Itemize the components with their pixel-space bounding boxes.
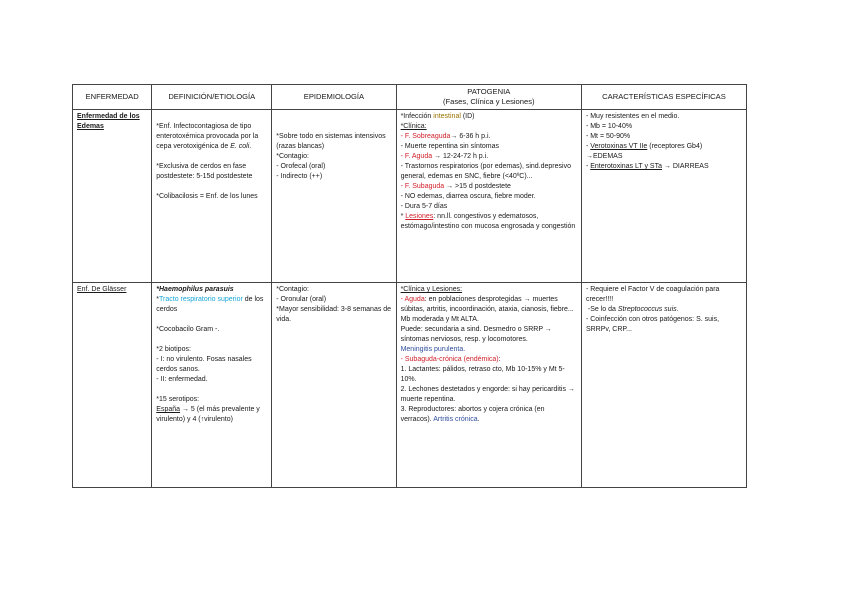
pat-line: - F. Subaguda → >15 d postdestete <box>400 183 511 190</box>
car-line: -Se lo da Streptococcus suis. <box>587 306 679 313</box>
header-definicion: DEFINICIÓN/ETIOLOGÍA <box>152 85 272 110</box>
disease-cell <box>73 110 152 283</box>
car-line: - Requiere el Factor V de coagulación para crecer!!!! <box>585 286 720 303</box>
pat-line: 3. Reproductores: abortos y cojera crónica (en verracos). Artritis crónica. <box>400 406 545 423</box>
epi-line: *Sobre todo en sistemas intensivos <box>276 133 386 140</box>
car-line: - Enterotoxinas LT y STa → DIARREAS <box>585 163 709 170</box>
definition-line: *2 biotipos: <box>156 346 191 353</box>
definition-line: España → 5 (el más prevalente y virulento) y 4 (↑virulento) <box>156 406 260 423</box>
header-enfermedad: ENFERMEDAD <box>73 85 152 110</box>
disease-table <box>72 84 747 488</box>
definition-line: *15 serotipos: <box>156 396 200 403</box>
car-line: - Mb = 10-40% <box>585 123 633 130</box>
car-line: - Mt = 50-90% <box>585 133 631 140</box>
car-line: →EDEMAS <box>585 153 623 160</box>
pat-line: 1. Lactantes: pálidos, retraso cto, Mb 10-15% y Mt 5-10%. <box>400 366 565 383</box>
header-patogenia <box>396 85 581 110</box>
definition-line: - I: no virulento. Fosas nasales cerdos sanos. <box>156 356 252 373</box>
characteristics-cell <box>581 110 746 283</box>
definition-cell <box>152 283 272 488</box>
table-row <box>73 110 747 283</box>
table-row <box>73 283 747 488</box>
definition-line: - II: enfermedad. <box>156 376 208 383</box>
header-caracteristicas: CARACTERÍSTICAS ESPECÍFICAS <box>581 85 746 110</box>
pat-line: Puede: secundaria a sind. Desmedro o SRRP → síntomas nerviosos, resp. y locomotores. <box>400 326 552 343</box>
pat-line: - F. Aguda → 12-24-72 h p.i. <box>400 153 489 160</box>
header-epidemiologia: EPIDEMIOLOGÍA <box>272 85 396 110</box>
disease-name: Enf. De Glässer <box>77 286 127 293</box>
definition-line: *Enf. Infectocontagiosa de tipo enterotoxémica provocada por la cepa verotoxigénica de E. coli. <box>156 123 259 150</box>
pathogenesis-cell <box>396 110 581 283</box>
epi-line: - Oronular (oral) <box>276 296 327 303</box>
epi-line: - Orofecal (oral) <box>276 163 326 170</box>
pat-line: - NO edemas, diarrea oscura, fiebre moder. <box>400 193 536 200</box>
pat-line: - Aguda: en poblaciones desprotegidas → muertes súbitas, artritis, incoordinación, ataxia, cianosis, fiebre... <box>400 296 574 313</box>
epi-line: - Indirecto (++) <box>276 173 323 180</box>
pat-line: 2. Lechones destetados y engorde: si hay pericarditis → muerte repentina. <box>400 386 575 403</box>
definition-cell <box>152 110 272 283</box>
definition-line: *Exclusiva de cerdos en fase postdestete: 5-15d postdestete <box>156 163 253 180</box>
pat-line: * Lesiones: nn.ll. congestivos y edematosos, estómago/intestino con mucosa engrosada y congestión <box>400 213 576 230</box>
pat-line: - Dura 5-7 días <box>400 203 448 210</box>
pat-line: - Trastornos respiratorios (por edemas), sind.depresivo general, edemas en SNC, fiebre (<40ºC)... <box>400 163 571 180</box>
epi-line: *Contagio: <box>276 153 309 160</box>
epidemiology-cell <box>272 283 396 488</box>
definition-line: *Colibacilosis = Enf. de los lunes <box>156 193 258 200</box>
pat-line: Mb moderada y Mt ALTA. <box>400 316 479 323</box>
pat-line: Meningitis purulenta. <box>400 346 466 353</box>
epidemiology-cell <box>272 110 396 283</box>
pat-line: - Subaguda-crónica (endémica): <box>400 356 501 363</box>
epi-line: *Mayor sensibilidad: 3-8 semanas de vida. <box>276 306 392 323</box>
epi-line: (razas blancas) <box>276 143 325 150</box>
epi-line: *Contagio: <box>276 286 309 293</box>
definition-line: *Cocobacilo Gram -. <box>156 326 220 333</box>
header-patogenia-subtitle: (Fases, Clínica y Lesiones) <box>442 97 535 106</box>
definition-line: *Haemophilus parasuis <box>156 286 234 293</box>
car-line: - Verotoxinas VT IIe (receptores Gb4) <box>585 143 703 150</box>
disease-cell <box>73 283 152 488</box>
pat-line: *Clínica: <box>400 123 427 130</box>
pat-line: *Clínica y Lesiones: <box>400 286 463 293</box>
pat-line: - Muerte repentina sin síntomas <box>400 143 500 150</box>
definition-line: *Tracto respiratorio superior de los cerdos <box>156 296 264 313</box>
pat-line: - F. Sobreaguda→ 6-36 h p.i. <box>400 133 491 140</box>
car-line: - Coinfección con otros patógenos: S. suis, SRRPv, CRP... <box>585 316 720 333</box>
characteristics-cell <box>581 283 746 488</box>
pathogenesis-cell <box>396 283 581 488</box>
car-line: - Muy resistentes en el medio. <box>585 113 680 120</box>
header-row <box>73 85 747 110</box>
disease-name: Enfermedad de los Edemas <box>77 113 140 130</box>
pat-line: *Infección intestinal (ID) <box>400 113 475 120</box>
header-patogenia-title: PATOGENIA <box>467 87 511 96</box>
